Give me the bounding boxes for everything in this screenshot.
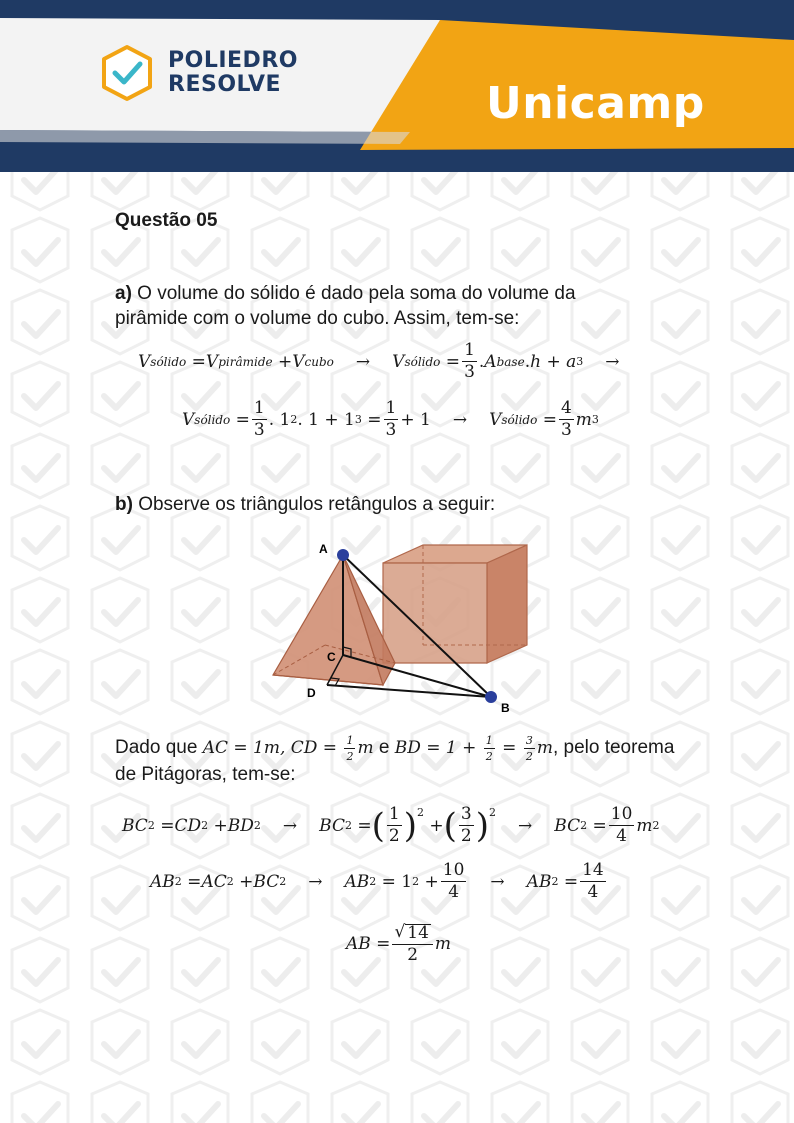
part-b-body: Observe os triângulos retângulos a seguir: bbox=[132, 494, 496, 515]
part-b-label: b) bbox=[115, 494, 133, 515]
brand-line-2: RESOLVE bbox=[168, 72, 282, 97]
equation-b1: BC 2 = CD 2 + BD 2 → BC 2 = ( $\frac{1}{2}$ ) $^2$ + ( $\frac{3}{2}$ ) $^2$ → BC 2 = $\frac{10}{4}$ m 2 bbox=[122, 804, 660, 846]
point-a bbox=[337, 549, 349, 561]
given-text-2: e bbox=[373, 737, 395, 758]
equation-a2: V sólido = $\frac{1}{3}$ . 1 2 . 1 + 1 3 = $\frac{1}{3}$ + 1 → V sólido = $\frac{4}{3}$ m 3 bbox=[182, 398, 599, 440]
question-title: Questão 05 bbox=[115, 210, 218, 231]
label-b: B bbox=[501, 701, 510, 715]
given-text-3: , pelo teorema de Pitágoras, tem-se: bbox=[115, 737, 675, 785]
equation-a1: V sólido = V pirâmide + V cubo → V sólido = $\frac{1}{3}$ . A base . h + a 3 → bbox=[138, 340, 620, 382]
equation-b3: AB = √ 14 2 m bbox=[346, 922, 452, 965]
brand-line-1: POLIEDRO bbox=[168, 48, 298, 73]
label-a: A bbox=[319, 542, 328, 556]
equation-b2: AB 2 = AC 2 + BC 2 → AB 2 = 1 2 + $\frac{10}{4}$ → AB 2 = $\frac{14}{4}$ bbox=[150, 860, 604, 902]
label-d: D bbox=[307, 686, 316, 700]
point-b bbox=[485, 691, 497, 703]
exam-name: Unicamp bbox=[486, 78, 705, 129]
part-a-label: a) bbox=[115, 283, 132, 304]
solid-figure bbox=[265, 535, 555, 715]
part-a-text bbox=[115, 281, 615, 331]
part-b-text bbox=[115, 492, 495, 517]
given-data-text: Dado que AC = 1m, CD = $\frac{1}{2}$ m e BD = 1 + $\frac{1}{2}$ = $\frac{3}{2}$ m, pelo teorema de Pitágoras, tem-se: bbox=[115, 734, 675, 785]
cube-shape bbox=[383, 545, 527, 663]
given-text-1: Dado que bbox=[115, 737, 203, 758]
part-a-body: O volume do sólido é dado pela soma do volume da pirâmide com o volume do cubo. Assim, tem-se: bbox=[115, 283, 576, 329]
label-c: C bbox=[327, 650, 336, 664]
